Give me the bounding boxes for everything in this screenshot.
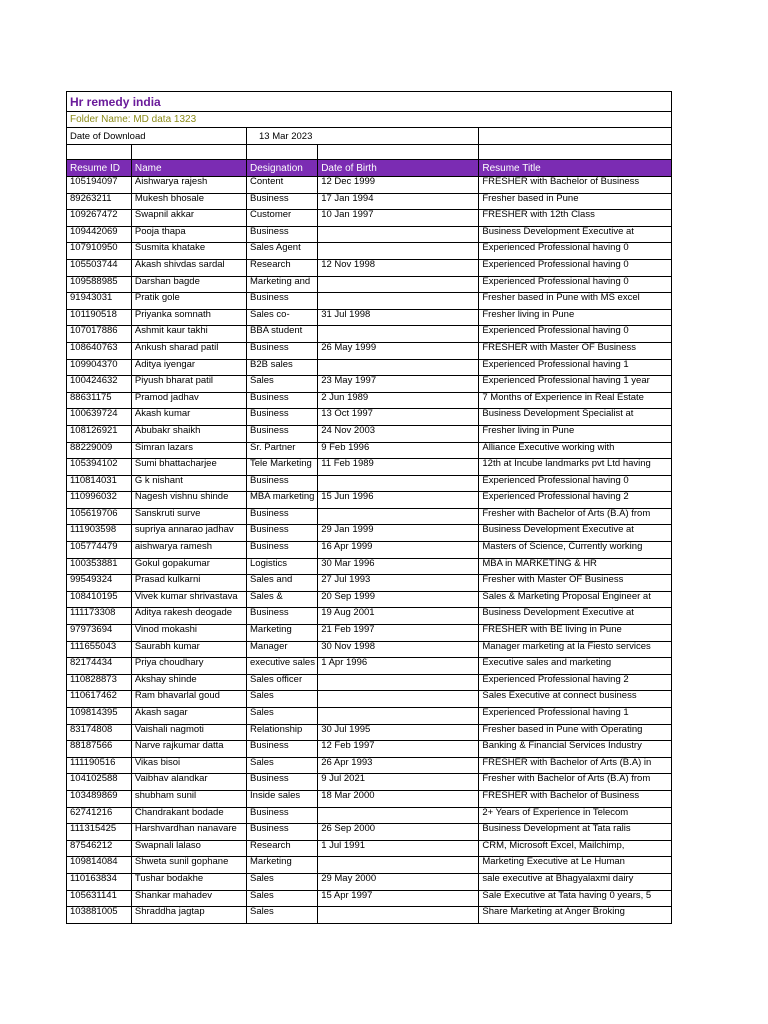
name-cell: Vinod mokashi — [131, 625, 246, 642]
table-row — [67, 210, 672, 227]
resume-id-cell: 104102588 — [67, 774, 132, 791]
resume-title-cell: Sale Executive at Tata having 0 years, 5 — [479, 890, 672, 907]
designation-cell: Sr. Partner — [247, 442, 318, 459]
resume-id-cell: 105631141 — [67, 890, 132, 907]
designation-cell: Sales — [247, 757, 318, 774]
name-cell: Mukesh bhosale — [131, 193, 246, 210]
table-row — [67, 359, 672, 376]
resume-title-cell: Experienced Professional having 2 — [479, 674, 672, 691]
table-row — [67, 508, 672, 525]
table-row — [67, 525, 672, 542]
name-cell: aishwarya ramesh — [131, 542, 246, 559]
dob-cell: 17 Jan 1994 — [318, 193, 479, 210]
resume-id-cell: 111655043 — [67, 641, 132, 658]
resume-title-cell: MBA in MARKETING & HR — [479, 558, 672, 575]
header-resume-title: Resume Title — [479, 160, 672, 177]
table-row — [67, 724, 672, 741]
table-row — [67, 276, 672, 293]
dob-cell — [318, 475, 479, 492]
designation-cell: Business — [247, 542, 318, 559]
dob-cell: 15 Jun 1996 — [318, 492, 479, 509]
name-cell: G k nishant — [131, 475, 246, 492]
designation-cell: Business — [247, 807, 318, 824]
resume-id-cell: 91943031 — [67, 293, 132, 310]
table-row — [67, 625, 672, 642]
dob-cell: 29 Jan 1999 — [318, 525, 479, 542]
designation-cell: Sales officer — [247, 674, 318, 691]
name-cell: Piyush bharat patil — [131, 376, 246, 393]
dob-cell: 30 Nov 1998 — [318, 641, 479, 658]
company-name: Hr remedy india — [66, 91, 672, 111]
name-cell: Ashmit kaur takhi — [131, 326, 246, 343]
name-cell: Saurabh kumar — [131, 641, 246, 658]
dob-cell: 16 Apr 1999 — [318, 542, 479, 559]
header-resume-id: Resume ID — [67, 160, 132, 177]
dob-cell: 9 Feb 1996 — [318, 442, 479, 459]
designation-cell: Marketing and — [247, 276, 318, 293]
empty-cell — [247, 145, 318, 160]
table-row — [67, 741, 672, 758]
table-row — [67, 177, 672, 194]
empty-cell — [479, 128, 672, 145]
folder-name: Folder Name: MD data 1323 — [66, 111, 672, 127]
designation-cell: Business — [247, 392, 318, 409]
name-cell: Abubakr shaikh — [131, 425, 246, 442]
name-cell: Priya choudhary — [131, 658, 246, 675]
blank-row — [67, 145, 672, 160]
dob-cell: 29 May 2000 — [318, 873, 479, 890]
resume-id-cell: 110828873 — [67, 674, 132, 691]
table-row — [67, 674, 672, 691]
name-cell: Harshvardhan nanavare — [131, 824, 246, 841]
resume-title-cell: Business Development Executive at — [479, 525, 672, 542]
dob-cell: 19 Aug 2001 — [318, 608, 479, 625]
resume-title-cell: FRESHER with 12th Class — [479, 210, 672, 227]
dob-cell: 11 Feb 1989 — [318, 459, 479, 476]
resume-id-cell: 111190516 — [67, 757, 132, 774]
dob-cell — [318, 857, 479, 874]
resume-title-cell: Experienced Professional having 1 — [479, 708, 672, 725]
table-row — [67, 857, 672, 874]
name-cell: Prasad kulkarni — [131, 575, 246, 592]
name-cell: Akash kumar — [131, 409, 246, 426]
dob-cell: 10 Jan 1997 — [318, 210, 479, 227]
name-cell: Tushar bodakhe — [131, 873, 246, 890]
name-cell: Aditya iyengar — [131, 359, 246, 376]
dob-cell: 12 Feb 1997 — [318, 741, 479, 758]
name-cell: Akash shivdas sardal — [131, 259, 246, 276]
table-row — [67, 591, 672, 608]
name-cell: supriya annarao jadhav — [131, 525, 246, 542]
designation-cell: Marketing — [247, 625, 318, 642]
designation-cell: Business — [247, 293, 318, 310]
designation-cell: Tele Marketing — [247, 459, 318, 476]
resume-title-cell: 12th at Incube landmarks pvt Ltd having — [479, 459, 672, 476]
resume-title-cell: Fresher with Bachelor of Arts (B.A) from — [479, 774, 672, 791]
designation-cell: Business — [247, 425, 318, 442]
resume-id-cell: 89263211 — [67, 193, 132, 210]
resume-id-cell: 105503744 — [67, 259, 132, 276]
table-row — [67, 641, 672, 658]
table-row — [67, 342, 672, 359]
resume-title-cell: Business Development Executive at — [479, 226, 672, 243]
resume-title-cell: Experienced Professional having 0 — [479, 259, 672, 276]
resume-id-cell: 105194097 — [67, 177, 132, 194]
dob-cell: 30 Mar 1996 — [318, 558, 479, 575]
dob-cell — [318, 508, 479, 525]
designation-cell: Marketing — [247, 857, 318, 874]
name-cell: Shweta sunil gophane — [131, 857, 246, 874]
table-row — [67, 542, 672, 559]
dob-cell: 24 Nov 2003 — [318, 425, 479, 442]
designation-cell: Inside sales — [247, 790, 318, 807]
header-designation: Designation — [247, 160, 318, 177]
table-row — [67, 824, 672, 841]
dob-cell: 13 Oct 1997 — [318, 409, 479, 426]
table-row — [67, 691, 672, 708]
resume-title-cell: Experienced Professional having 0 — [479, 326, 672, 343]
resume-id-cell: 110814031 — [67, 475, 132, 492]
table-row — [67, 425, 672, 442]
spreadsheet — [66, 91, 672, 924]
resume-id-cell: 108410195 — [67, 591, 132, 608]
designation-cell: B2B sales — [247, 359, 318, 376]
designation-cell: Content — [247, 177, 318, 194]
resume-id-cell: 109904370 — [67, 359, 132, 376]
name-cell: Aditya rakesh deogade — [131, 608, 246, 625]
designation-cell: Sales Agent — [247, 243, 318, 260]
table-row — [67, 293, 672, 310]
dob-cell: 26 Apr 1993 — [318, 757, 479, 774]
resume-title-cell: Fresher based in Pune — [479, 193, 672, 210]
name-cell: Swapnil akkar — [131, 210, 246, 227]
dob-cell — [318, 243, 479, 260]
name-cell: Gokul gopakumar — [131, 558, 246, 575]
designation-cell: Business — [247, 342, 318, 359]
name-cell: Vaibhav alandkar — [131, 774, 246, 791]
download-date: 13 Mar 2023 — [247, 128, 479, 145]
designation-cell: Logistics — [247, 558, 318, 575]
empty-cell — [131, 145, 246, 160]
resume-id-cell: 109814395 — [67, 708, 132, 725]
table-row — [67, 658, 672, 675]
table-row — [67, 840, 672, 857]
resume-id-cell: 110163834 — [67, 873, 132, 890]
resume-title-cell: Business Development at Tata ralis — [479, 824, 672, 841]
empty-cell — [318, 145, 479, 160]
table-row — [67, 376, 672, 393]
designation-cell: Business — [247, 226, 318, 243]
dob-cell: 21 Feb 1997 — [318, 625, 479, 642]
resume-id-cell: 108126921 — [67, 425, 132, 442]
table-row — [67, 907, 672, 924]
resume-id-cell: 110617462 — [67, 691, 132, 708]
dob-cell — [318, 226, 479, 243]
designation-cell: Sales — [247, 890, 318, 907]
resume-title-cell: Marketing Executive at Le Human — [479, 857, 672, 874]
designation-cell: Business — [247, 525, 318, 542]
resume-title-cell: Business Development Executive at — [479, 608, 672, 625]
designation-cell: Research — [247, 840, 318, 857]
resume-title-cell: Fresher living in Pune — [479, 309, 672, 326]
dob-cell: 18 Mar 2000 — [318, 790, 479, 807]
download-label: Date of Download — [67, 128, 247, 145]
designation-cell: MBA marketing — [247, 492, 318, 509]
resume-title-cell: Alliance Executive working with — [479, 442, 672, 459]
resume-id-cell: 100424632 — [67, 376, 132, 393]
designation-cell: Business — [247, 824, 318, 841]
designation-cell: Sales & — [247, 591, 318, 608]
dob-cell: 15 Apr 1997 — [318, 890, 479, 907]
resume-title-cell: Business Development Specialist at — [479, 409, 672, 426]
table-row — [67, 492, 672, 509]
name-cell: Akshay shinde — [131, 674, 246, 691]
name-cell: Sanskruti surve — [131, 508, 246, 525]
table-row — [67, 790, 672, 807]
designation-cell: Sales — [247, 907, 318, 924]
table-row — [67, 442, 672, 459]
resume-title-cell: FRESHER with BE living in Pune — [479, 625, 672, 642]
download-row — [67, 128, 672, 145]
header-dob: Date of Birth — [318, 160, 479, 177]
table-row — [67, 873, 672, 890]
resume-id-cell: 109442069 — [67, 226, 132, 243]
resume-id-cell: 105394102 — [67, 459, 132, 476]
name-cell: Vivek kumar shrivastava — [131, 591, 246, 608]
name-cell: Nagesh vishnu shinde — [131, 492, 246, 509]
resume-title-cell: Experienced Professional having 1 — [479, 359, 672, 376]
dob-cell: 20 Sep 1999 — [318, 591, 479, 608]
table-row — [67, 259, 672, 276]
table-row — [67, 558, 672, 575]
designation-cell: Business — [247, 608, 318, 625]
dob-cell: 23 May 1997 — [318, 376, 479, 393]
dob-cell — [318, 807, 479, 824]
table-row — [67, 575, 672, 592]
designation-cell: Sales co- — [247, 309, 318, 326]
table-row — [67, 243, 672, 260]
dob-cell — [318, 907, 479, 924]
designation-cell: Business — [247, 508, 318, 525]
empty-cell — [479, 145, 672, 160]
resume-title-cell: Experienced Professional having 1 year — [479, 376, 672, 393]
resume-title-cell: FRESHER with Bachelor of Business — [479, 177, 672, 194]
table-row — [67, 409, 672, 426]
dob-cell — [318, 674, 479, 691]
resume-id-cell: 109814084 — [67, 857, 132, 874]
resume-title-cell: Fresher based in Pune with MS excel — [479, 293, 672, 310]
resume-title-cell: FRESHER with Bachelor of Arts (B.A) in — [479, 757, 672, 774]
resume-id-cell: 88187566 — [67, 741, 132, 758]
resume-id-cell: 107910950 — [67, 243, 132, 260]
name-cell: Pratik gole — [131, 293, 246, 310]
header-row — [67, 160, 672, 177]
dob-cell — [318, 276, 479, 293]
name-cell: Shankar mahadev — [131, 890, 246, 907]
name-cell: Ankush sharad patil — [131, 342, 246, 359]
designation-cell: Business — [247, 475, 318, 492]
resume-title-cell: Fresher with Bachelor of Arts (B.A) from — [479, 508, 672, 525]
dob-cell: 26 May 1999 — [318, 342, 479, 359]
resume-title-cell: 7 Months of Experience in Real Estate — [479, 392, 672, 409]
resume-id-cell: 101190518 — [67, 309, 132, 326]
resume-id-cell: 100353881 — [67, 558, 132, 575]
resume-table — [66, 127, 672, 924]
designation-cell: Business — [247, 409, 318, 426]
dob-cell: 1 Jul 1991 — [318, 840, 479, 857]
resume-id-cell: 109267472 — [67, 210, 132, 227]
name-cell: Simran lazars — [131, 442, 246, 459]
resume-id-cell: 107017886 — [67, 326, 132, 343]
name-cell: Akash sagar — [131, 708, 246, 725]
designation-cell: Manager — [247, 641, 318, 658]
resume-title-cell: Sales & Marketing Proposal Engineer at — [479, 591, 672, 608]
name-cell: Shraddha jagtap — [131, 907, 246, 924]
resume-id-cell: 108640763 — [67, 342, 132, 359]
designation-cell: Business — [247, 774, 318, 791]
resume-id-cell: 88229009 — [67, 442, 132, 459]
resume-id-cell: 100639724 — [67, 409, 132, 426]
resume-id-cell: 88631175 — [67, 392, 132, 409]
dob-cell: 31 Jul 1998 — [318, 309, 479, 326]
dob-cell: 27 Jul 1993 — [318, 575, 479, 592]
resume-title-cell: Fresher living in Pune — [479, 425, 672, 442]
dob-cell: 12 Nov 1998 — [318, 259, 479, 276]
designation-cell: Sales — [247, 873, 318, 890]
resume-title-cell: Fresher based in Pune with Operating — [479, 724, 672, 741]
name-cell: Darshan bagde — [131, 276, 246, 293]
resume-title-cell: Experienced Professional having 0 — [479, 243, 672, 260]
designation-cell: Business — [247, 741, 318, 758]
name-cell: Pooja thapa — [131, 226, 246, 243]
resume-id-cell: 87546212 — [67, 840, 132, 857]
resume-title-cell: Manager marketing at la Fiesto services — [479, 641, 672, 658]
resume-id-cell: 105774479 — [67, 542, 132, 559]
resume-title-cell: Share Marketing at Anger Broking — [479, 907, 672, 924]
table-row — [67, 459, 672, 476]
designation-cell: Sales — [247, 691, 318, 708]
table-row — [67, 392, 672, 409]
designation-cell: Sales and — [247, 575, 318, 592]
resume-id-cell: 111903598 — [67, 525, 132, 542]
resume-title-cell: Experienced Professional having 0 — [479, 475, 672, 492]
dob-cell: 9 Jul 2021 — [318, 774, 479, 791]
resume-id-cell: 103489869 — [67, 790, 132, 807]
table-row — [67, 807, 672, 824]
resume-id-cell: 82174434 — [67, 658, 132, 675]
designation-cell: executive sales — [247, 658, 318, 675]
resume-title-cell: sale executive at Bhagyalaxmi dairy — [479, 873, 672, 890]
resume-id-cell: 111315425 — [67, 824, 132, 841]
dob-cell — [318, 293, 479, 310]
table-row — [67, 708, 672, 725]
resume-id-cell: 83174808 — [67, 724, 132, 741]
name-cell: Susmita khatake — [131, 243, 246, 260]
resume-id-cell: 103881005 — [67, 907, 132, 924]
resume-title-cell: Experienced Professional having 0 — [479, 276, 672, 293]
name-cell: Chandrakant bodade — [131, 807, 246, 824]
table-row — [67, 309, 672, 326]
empty-cell — [67, 145, 132, 160]
resume-id-cell: 109588985 — [67, 276, 132, 293]
name-cell: Narve rajkumar datta — [131, 741, 246, 758]
resume-id-cell: 97973694 — [67, 625, 132, 642]
name-cell: Pramod jadhav — [131, 392, 246, 409]
header-name: Name — [131, 160, 246, 177]
resume-id-cell: 62741216 — [67, 807, 132, 824]
dob-cell: 26 Sep 2000 — [318, 824, 479, 841]
resume-id-cell: 105619706 — [67, 508, 132, 525]
resume-title-cell: Banking & Financial Services Industry — [479, 741, 672, 758]
table-row — [67, 757, 672, 774]
dob-cell: 30 Jul 1995 — [318, 724, 479, 741]
name-cell: Vaishali nagmoti — [131, 724, 246, 741]
designation-cell: Customer — [247, 210, 318, 227]
table-row — [67, 890, 672, 907]
designation-cell: Sales — [247, 376, 318, 393]
designation-cell: Business — [247, 193, 318, 210]
name-cell: Priyanka somnath — [131, 309, 246, 326]
name-cell: Aishwarya rajesh — [131, 177, 246, 194]
resume-id-cell: 110996032 — [67, 492, 132, 509]
resume-title-cell: Experienced Professional having 2 — [479, 492, 672, 509]
designation-cell: BBA student — [247, 326, 318, 343]
resume-id-cell: 99549324 — [67, 575, 132, 592]
dob-cell — [318, 691, 479, 708]
dob-cell: 2 Jun 1989 — [318, 392, 479, 409]
name-cell: shubham sunil — [131, 790, 246, 807]
designation-cell: Research — [247, 259, 318, 276]
dob-cell — [318, 326, 479, 343]
dob-cell — [318, 359, 479, 376]
resume-title-cell: Masters of Science, Currently working — [479, 542, 672, 559]
resume-title-cell: 2+ Years of Experience in Telecom — [479, 807, 672, 824]
resume-title-cell: Executive sales and marketing — [479, 658, 672, 675]
name-cell: Vikas bisoi — [131, 757, 246, 774]
name-cell: Swapnali lalaso — [131, 840, 246, 857]
designation-cell: Relationship — [247, 724, 318, 741]
resume-title-cell: FRESHER with Master OF Business — [479, 342, 672, 359]
table-row — [67, 774, 672, 791]
resume-title-cell: FRESHER with Bachelor of Business — [479, 790, 672, 807]
designation-cell: Sales — [247, 708, 318, 725]
dob-cell: 12 Dec 1999 — [318, 177, 479, 194]
table-row — [67, 475, 672, 492]
resume-title-cell: CRM, Microsoft Excel, Mailchimp, — [479, 840, 672, 857]
table-row — [67, 326, 672, 343]
resume-title-cell: Sales Executive at connect business — [479, 691, 672, 708]
table-row — [67, 608, 672, 625]
name-cell: Sumi bhattacharjee — [131, 459, 246, 476]
name-cell: Ram bhavarlal goud — [131, 691, 246, 708]
dob-cell: 1 Apr 1996 — [318, 658, 479, 675]
resume-title-cell: Fresher with Master OF Business — [479, 575, 672, 592]
table-row — [67, 193, 672, 210]
dob-cell — [318, 708, 479, 725]
resume-id-cell: 111173308 — [67, 608, 132, 625]
table-row — [67, 226, 672, 243]
